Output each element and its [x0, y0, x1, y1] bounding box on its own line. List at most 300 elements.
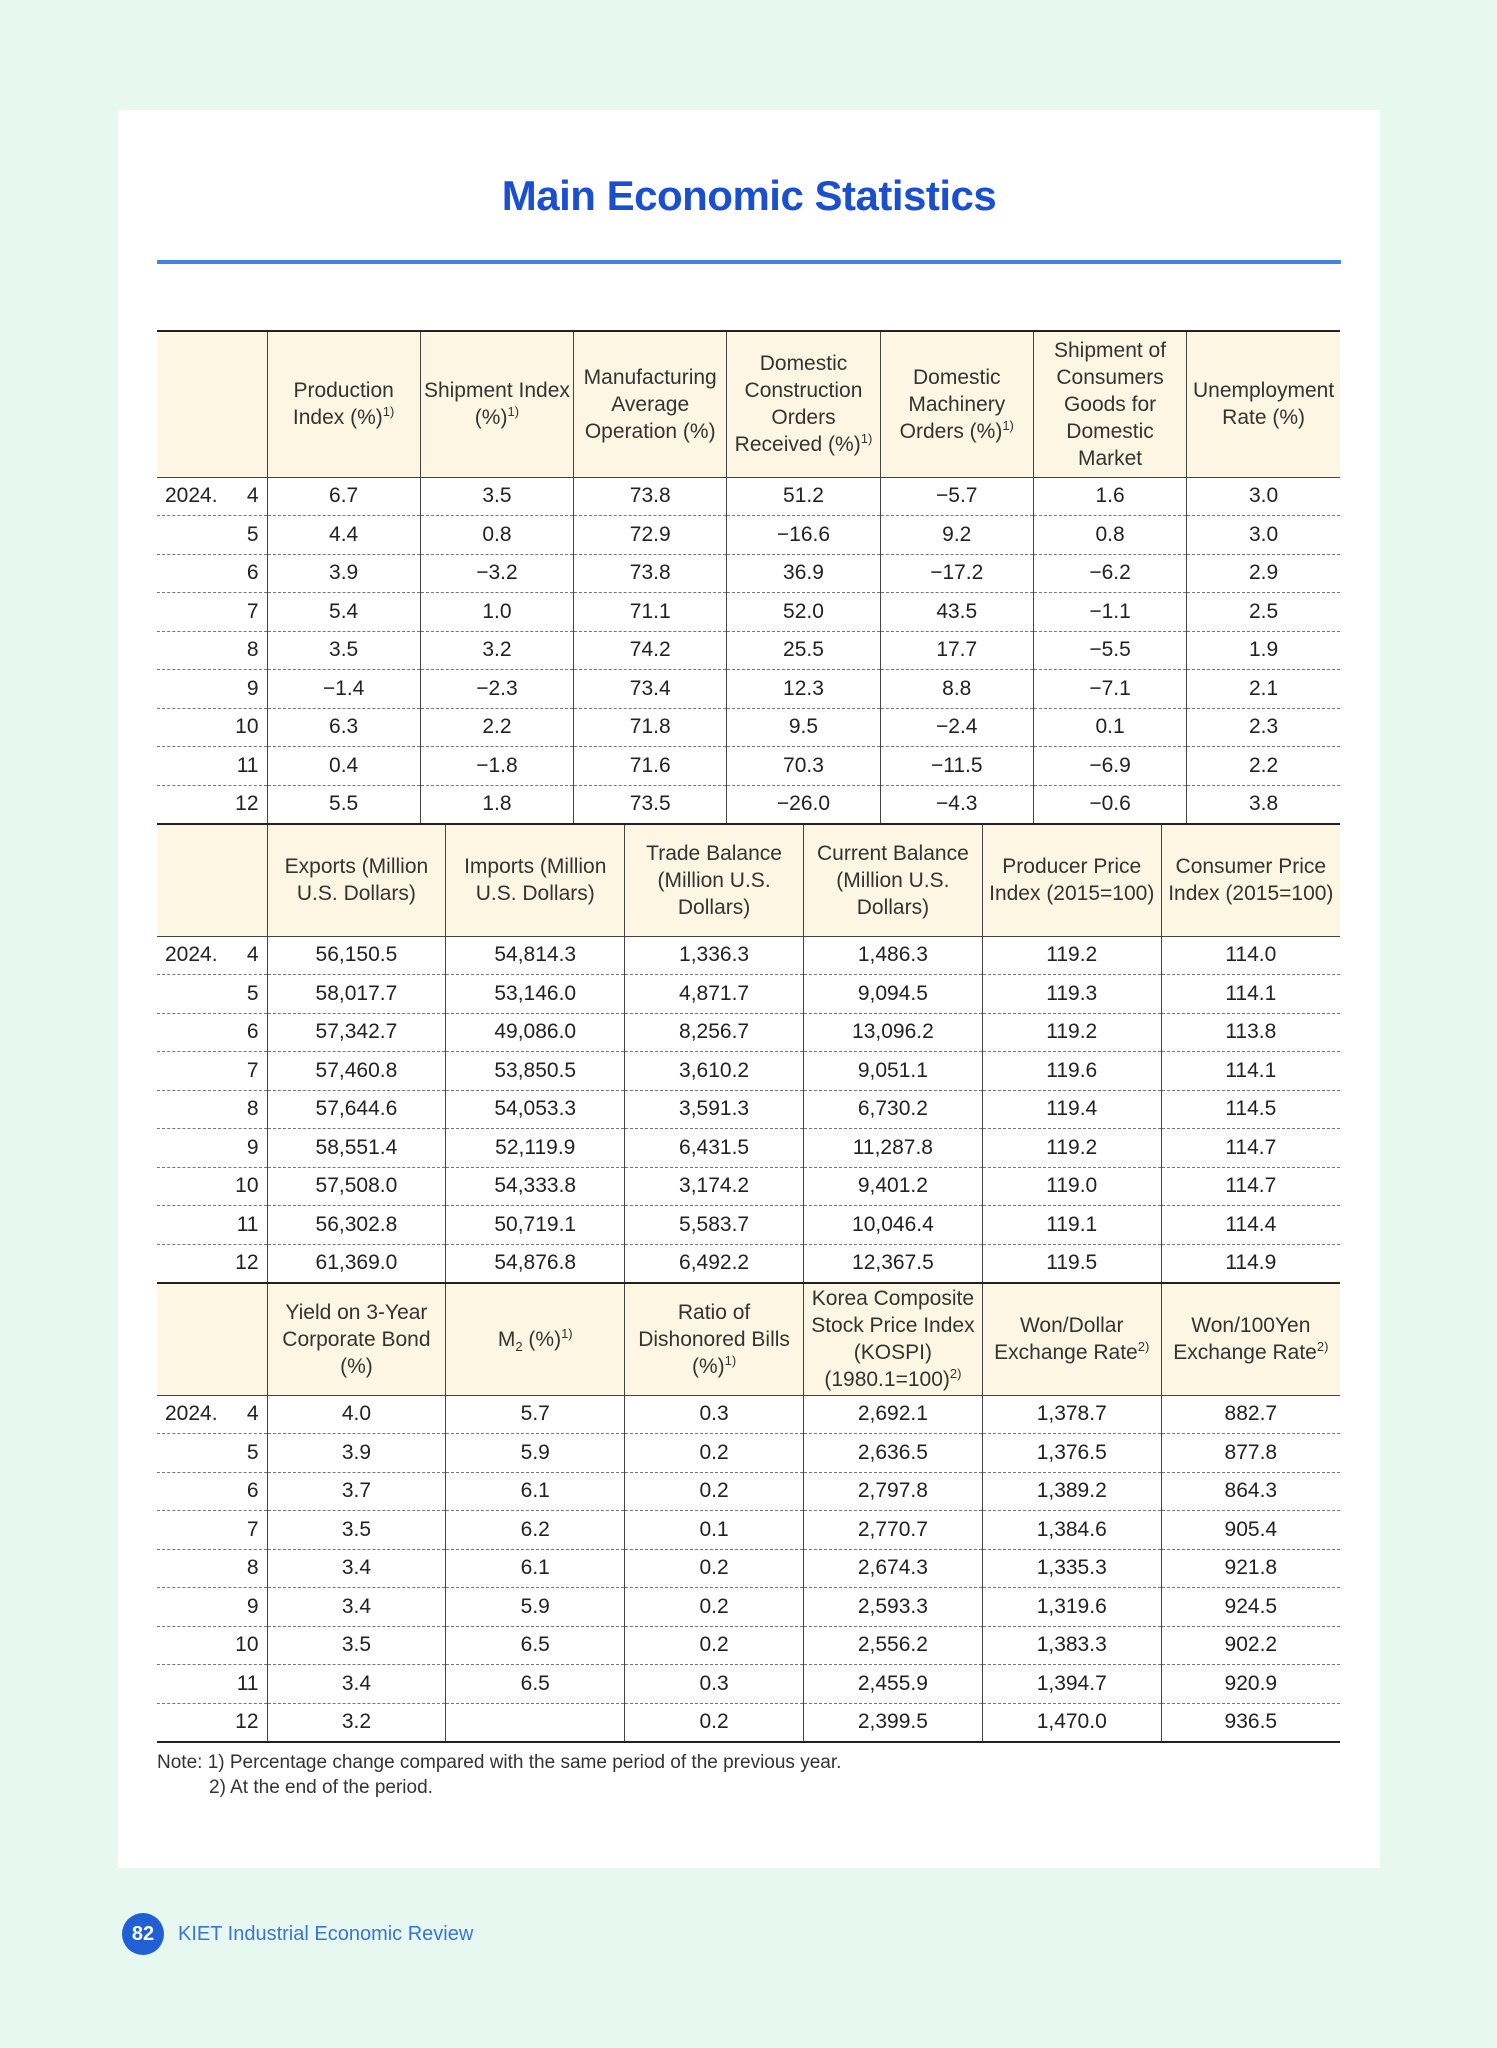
value-cell: 119.1 — [982, 1206, 1161, 1245]
period-cell — [157, 1244, 267, 1283]
table-financial — [157, 1284, 1340, 1743]
value-cell: 114.4 — [1161, 1206, 1340, 1245]
value-cell: −2.4 — [880, 708, 1033, 747]
value-cell: 54,333.8 — [446, 1167, 625, 1206]
period-month: 4 — [246, 1402, 259, 1426]
value-cell: 114.0 — [1161, 936, 1340, 975]
value-cell: 6.1 — [446, 1549, 625, 1588]
value-cell: 13,096.2 — [803, 1013, 982, 1052]
value-cell: 6.2 — [446, 1511, 625, 1550]
value-cell: 114.1 — [1161, 975, 1340, 1014]
value-cell: 1.8 — [420, 785, 573, 824]
period-cell — [157, 747, 267, 786]
column-header-label: Production Index (%) — [292, 379, 394, 430]
value-cell: −0.6 — [1033, 785, 1186, 824]
period-year: 2024. — [165, 1402, 218, 1426]
value-cell: −7.1 — [1033, 670, 1186, 709]
column-header — [1161, 825, 1340, 936]
value-cell: 921.8 — [1161, 1549, 1340, 1588]
value-cell: 71.6 — [574, 747, 727, 786]
value-cell: −6.2 — [1033, 554, 1186, 593]
value-cell: 8,256.7 — [625, 1013, 804, 1052]
value-cell: 3.8 — [1187, 785, 1340, 824]
column-header-label: Trade Balance (Million U.S. Dollars) — [646, 841, 782, 919]
period-cell — [157, 670, 267, 709]
table-row — [157, 1129, 1340, 1168]
value-cell: 49,086.0 — [446, 1013, 625, 1052]
value-cell: 12,367.5 — [803, 1244, 982, 1283]
value-cell: 5.9 — [446, 1588, 625, 1627]
value-cell: 3.2 — [267, 1703, 446, 1742]
value-cell: 0.3 — [625, 1665, 804, 1704]
value-cell: 3.5 — [267, 631, 420, 670]
column-header — [267, 825, 446, 936]
value-cell: 57,508.0 — [267, 1167, 446, 1206]
column-header — [625, 1284, 804, 1395]
page-title: Main Economic Statistics — [501, 172, 997, 219]
table-row — [157, 785, 1340, 824]
value-cell: 3.5 — [420, 477, 573, 516]
value-cell: 53,850.5 — [446, 1052, 625, 1091]
table-row — [157, 631, 1340, 670]
table-row — [157, 975, 1340, 1014]
value-cell: 113.8 — [1161, 1013, 1340, 1052]
value-cell: −2.3 — [420, 670, 573, 709]
column-header-footnote-mark: 1) — [382, 404, 395, 420]
value-cell — [446, 1703, 625, 1742]
value-cell: 73.8 — [574, 554, 727, 593]
column-header — [982, 825, 1161, 936]
period-month: 6 — [246, 561, 259, 585]
value-cell: 56,150.5 — [267, 936, 446, 975]
column-header-label: Manufacturing Average Operation (%) — [583, 365, 717, 443]
table-trade-prices — [157, 825, 1340, 1284]
column-header — [420, 331, 573, 477]
period-cell — [157, 1167, 267, 1206]
value-cell: 2,692.1 — [803, 1395, 982, 1434]
table-row — [157, 708, 1340, 747]
period-cell — [157, 1588, 267, 1627]
column-header-footnote-mark: 1) — [561, 1325, 573, 1341]
column-header-label: Domestic Construction Orders Received (%) — [734, 352, 863, 457]
period-month: 7 — [246, 1517, 259, 1541]
column-header-label: Imports (Million U.S. Dollars) — [464, 855, 607, 906]
value-cell: 52,119.9 — [446, 1129, 625, 1168]
value-cell: −5.5 — [1033, 631, 1186, 670]
column-header — [803, 1284, 982, 1395]
page-footer — [122, 1913, 473, 1955]
value-cell: 71.8 — [574, 708, 727, 747]
value-cell: 6.5 — [446, 1665, 625, 1704]
value-cell: 1.0 — [420, 593, 573, 632]
value-cell: 6.3 — [267, 708, 420, 747]
period-month: 11 — [236, 1212, 259, 1236]
publication-name: KIET Industrial Economic Review — [178, 1922, 474, 1945]
period-cell — [157, 1549, 267, 1588]
value-cell: 58,551.4 — [267, 1129, 446, 1168]
value-cell: 56,302.8 — [267, 1206, 446, 1245]
value-cell: 3,591.3 — [625, 1090, 804, 1129]
column-header-label: Won/100Yen Exchange Rate — [1173, 1314, 1317, 1365]
period-month: 12 — [235, 792, 259, 816]
period-cell — [157, 1129, 267, 1168]
value-cell: 1.6 — [1033, 477, 1186, 516]
value-cell: 0.2 — [625, 1626, 804, 1665]
value-cell: 4,871.7 — [625, 975, 804, 1014]
value-cell: 877.8 — [1161, 1434, 1340, 1473]
period-month: 11 — [236, 753, 259, 777]
period-cell — [157, 785, 267, 824]
value-cell: 3.0 — [1187, 516, 1340, 555]
period-header — [157, 1284, 267, 1395]
table-row — [157, 1244, 1340, 1283]
period-cell — [157, 1626, 267, 1665]
value-cell: −1.1 — [1033, 593, 1186, 632]
table-row — [157, 1549, 1340, 1588]
value-cell: 2,770.7 — [803, 1511, 982, 1550]
value-cell: 36.9 — [727, 554, 880, 593]
value-cell: 5.4 — [267, 593, 420, 632]
value-cell: 0.3 — [625, 1395, 804, 1434]
period-cell — [157, 1434, 267, 1473]
value-cell: 1,486.3 — [803, 936, 982, 975]
column-header — [982, 1284, 1161, 1395]
value-cell: 58,017.7 — [267, 975, 446, 1014]
value-cell: 119.3 — [982, 975, 1161, 1014]
table-row — [157, 1588, 1340, 1627]
value-cell: 1,383.3 — [982, 1626, 1161, 1665]
table-row — [157, 1665, 1340, 1704]
column-header-label: Shipment of Consumers Goods for Domestic Market — [1054, 338, 1167, 470]
value-cell: 73.4 — [574, 670, 727, 709]
value-cell: 1,376.5 — [982, 1434, 1161, 1473]
table-row — [157, 593, 1340, 632]
value-cell: −4.3 — [880, 785, 1033, 824]
value-cell: 2.2 — [1187, 747, 1340, 786]
period-cell — [157, 1472, 267, 1511]
table-row — [157, 1052, 1340, 1091]
value-cell: 6.1 — [446, 1472, 625, 1511]
value-cell: 1,378.7 — [982, 1395, 1161, 1434]
value-cell: 54,053.3 — [446, 1090, 625, 1129]
value-cell: 920.9 — [1161, 1665, 1340, 1704]
table-row — [157, 747, 1340, 786]
value-cell: 0.2 — [625, 1549, 804, 1588]
column-header-label: M — [497, 1327, 516, 1351]
value-cell: 3.2 — [420, 631, 573, 670]
period-cell — [157, 1395, 267, 1434]
value-cell: 902.2 — [1161, 1626, 1340, 1665]
period-month: 8 — [246, 638, 259, 662]
value-cell: 0.8 — [1033, 516, 1186, 555]
value-cell: 3.9 — [267, 1434, 446, 1473]
column-header-label: Producer Price Index (2015=100) — [989, 855, 1155, 906]
period-month: 10 — [235, 1174, 259, 1198]
period-month: 5 — [246, 1440, 259, 1464]
column-header-footnote-mark: 1) — [1002, 417, 1014, 433]
value-cell: 0.2 — [625, 1434, 804, 1473]
statistics-tables — [157, 330, 1340, 1743]
value-cell: 114.5 — [1161, 1090, 1340, 1129]
value-cell: 114.7 — [1161, 1167, 1340, 1206]
value-cell: 61,369.0 — [267, 1244, 446, 1283]
value-cell: 6,730.2 — [803, 1090, 982, 1129]
column-header-footnote-mark: 2) — [1316, 1339, 1329, 1355]
value-cell: 9.2 — [880, 516, 1033, 555]
value-cell: 17.7 — [880, 631, 1033, 670]
value-cell: 0.1 — [1033, 708, 1186, 747]
column-header-label: Ratio of Dishonored Bills (%) — [638, 1300, 790, 1378]
value-cell: 57,342.7 — [267, 1013, 446, 1052]
table-row — [157, 1434, 1340, 1473]
period-cell — [157, 708, 267, 747]
value-cell: 53,146.0 — [446, 975, 625, 1014]
value-cell: 2,556.2 — [803, 1626, 982, 1665]
value-cell: 114.1 — [1161, 1052, 1340, 1091]
column-header — [574, 331, 727, 477]
table-row — [157, 670, 1340, 709]
value-cell: 0.2 — [625, 1588, 804, 1627]
value-cell: 0.4 — [267, 747, 420, 786]
column-header — [1161, 1284, 1340, 1395]
value-cell: 9,401.2 — [803, 1167, 982, 1206]
value-cell: 119.2 — [982, 1013, 1161, 1052]
page-number-badge: 82 — [122, 1913, 164, 1955]
value-cell: 6.7 — [267, 477, 420, 516]
column-header-footnote-mark: 2) — [1137, 1339, 1150, 1355]
period-month: 6 — [246, 1479, 259, 1503]
period-month: 9 — [246, 676, 259, 700]
value-cell: 12.3 — [727, 670, 880, 709]
value-cell: 4.0 — [267, 1395, 446, 1434]
value-cell: 864.3 — [1161, 1472, 1340, 1511]
value-cell: 2.2 — [420, 708, 573, 747]
value-cell: 2,674.3 — [803, 1549, 982, 1588]
value-cell: 3.5 — [267, 1511, 446, 1550]
table-row — [157, 1206, 1340, 1245]
value-cell: 6,492.2 — [625, 1244, 804, 1283]
column-header — [267, 1284, 446, 1395]
column-header — [446, 825, 625, 936]
column-header-label: Unemployment Rate (%) — [1192, 379, 1335, 430]
period-cell — [157, 1052, 267, 1091]
column-header — [803, 825, 982, 936]
period-cell — [157, 477, 267, 516]
value-cell: 6.5 — [446, 1626, 625, 1665]
period-cell — [157, 1511, 267, 1550]
value-cell: −3.2 — [420, 554, 573, 593]
value-cell: 924.5 — [1161, 1588, 1340, 1627]
value-cell: 2,797.8 — [803, 1472, 982, 1511]
column-header — [625, 825, 804, 936]
value-cell: 2.9 — [1187, 554, 1340, 593]
column-header — [446, 1284, 625, 1395]
value-cell: −5.7 — [880, 477, 1033, 516]
table-row — [157, 936, 1340, 975]
value-cell: 1,389.2 — [982, 1472, 1161, 1511]
column-header-label: Korea Composite Stock Price Index (KOSPI) (1980.1=100) — [811, 1287, 975, 1392]
period-month: 7 — [246, 599, 259, 623]
value-cell: −1.8 — [420, 747, 573, 786]
column-header-subscript: 2 — [515, 1338, 523, 1354]
period-cell — [157, 593, 267, 632]
column-header-label: Won/Dollar Exchange Rate — [994, 1314, 1138, 1365]
page — [118, 110, 1380, 1868]
value-cell: 9.5 — [727, 708, 880, 747]
value-cell: 1,319.6 — [982, 1588, 1161, 1627]
value-cell: 1.9 — [1187, 631, 1340, 670]
value-cell: 2,593.3 — [803, 1588, 982, 1627]
value-cell: 905.4 — [1161, 1511, 1340, 1550]
table-row — [157, 1395, 1340, 1434]
value-cell: 0.1 — [625, 1511, 804, 1550]
value-cell: 5.5 — [267, 785, 420, 824]
column-header-footnote-mark: 2) — [949, 1366, 962, 1382]
title-divider — [157, 260, 1341, 264]
period-month: 12 — [235, 1251, 259, 1275]
column-header — [727, 331, 880, 477]
value-cell: 119.2 — [982, 936, 1161, 975]
period-month: 9 — [246, 1594, 259, 1618]
value-cell: 52.0 — [727, 593, 880, 632]
column-header — [1187, 331, 1340, 477]
value-cell: 73.8 — [574, 477, 727, 516]
value-cell: 119.2 — [982, 1129, 1161, 1168]
value-cell: 25.5 — [727, 631, 880, 670]
value-cell: 3,610.2 — [625, 1052, 804, 1091]
value-cell: 2,399.5 — [803, 1703, 982, 1742]
table-row — [157, 477, 1340, 516]
value-cell: −16.6 — [727, 516, 880, 555]
column-header-unit: (%) — [522, 1327, 562, 1351]
value-cell: 3.5 — [267, 1626, 446, 1665]
value-cell: 0.2 — [625, 1703, 804, 1742]
value-cell: 3.4 — [267, 1549, 446, 1588]
period-cell — [157, 631, 267, 670]
column-header-label: Current Balance (Million U.S. Dollars) — [817, 841, 969, 919]
table-row — [157, 1511, 1340, 1550]
table-row — [157, 1626, 1340, 1665]
column-header-footnote-mark: 1) — [507, 404, 520, 420]
column-header-label: Exports (Million U.S. Dollars) — [284, 855, 429, 906]
value-cell: 882.7 — [1161, 1395, 1340, 1434]
value-cell: 114.9 — [1161, 1244, 1340, 1283]
period-cell — [157, 554, 267, 593]
value-cell: 73.5 — [574, 785, 727, 824]
value-cell: 2.5 — [1187, 593, 1340, 632]
value-cell: 8.8 — [880, 670, 1033, 709]
value-cell: −6.9 — [1033, 747, 1186, 786]
period-cell — [157, 516, 267, 555]
period-month: 7 — [246, 1058, 259, 1082]
column-header-label: Consumer Price Index (2015=100) — [1168, 855, 1334, 906]
table-row — [157, 516, 1340, 555]
value-cell: 57,644.6 — [267, 1090, 446, 1129]
period-header — [157, 825, 267, 936]
value-cell: 119.6 — [982, 1052, 1161, 1091]
value-cell: 114.7 — [1161, 1129, 1340, 1168]
column-header-footnote-mark: 1) — [724, 1352, 737, 1368]
value-cell: 57,460.8 — [267, 1052, 446, 1091]
value-cell: −11.5 — [880, 747, 1033, 786]
value-cell: 119.5 — [982, 1244, 1161, 1283]
value-cell: 9,094.5 — [803, 975, 982, 1014]
period-month: 8 — [246, 1097, 259, 1121]
value-cell: 43.5 — [880, 593, 1033, 632]
period-cell — [157, 1090, 267, 1129]
period-month: 6 — [246, 1020, 259, 1044]
period-month: 10 — [235, 1633, 259, 1657]
value-cell: 70.3 — [727, 747, 880, 786]
period-month: 5 — [246, 981, 259, 1005]
period-cell — [157, 1665, 267, 1704]
period-month: 4 — [246, 943, 259, 967]
period-month: 4 — [246, 484, 259, 508]
value-cell: 3.9 — [267, 554, 420, 593]
value-cell: 2,455.9 — [803, 1665, 982, 1704]
value-cell: 5.9 — [446, 1434, 625, 1473]
period-header — [157, 331, 267, 477]
value-cell: 3,174.2 — [625, 1167, 804, 1206]
table-row — [157, 554, 1340, 593]
value-cell: 2.1 — [1187, 670, 1340, 709]
value-cell: 1,336.3 — [625, 936, 804, 975]
period-month: 11 — [236, 1671, 259, 1695]
value-cell: 0.2 — [625, 1472, 804, 1511]
value-cell: 74.2 — [574, 631, 727, 670]
table-row — [157, 1703, 1340, 1742]
value-cell: 1,470.0 — [982, 1703, 1161, 1742]
value-cell: 11,287.8 — [803, 1129, 982, 1168]
footnote-2: 2) At the end of the period. — [209, 1777, 433, 1798]
value-cell: 1,335.3 — [982, 1549, 1161, 1588]
value-cell: 1,384.6 — [982, 1511, 1161, 1550]
footnote-1: Note: 1) Percentage change compared with the same period of the previous year. — [157, 1752, 842, 1773]
column-header — [880, 331, 1033, 477]
column-header-footnote-mark: 1) — [860, 431, 873, 447]
value-cell: 5.7 — [446, 1395, 625, 1434]
column-header-label: Domestic Machinery Orders (%) — [899, 365, 1006, 443]
period-cell — [157, 936, 267, 975]
column-header — [267, 331, 420, 477]
value-cell: 54,876.8 — [446, 1244, 625, 1283]
column-header — [1033, 331, 1186, 477]
value-cell: 50,719.1 — [446, 1206, 625, 1245]
period-month: 9 — [246, 1135, 259, 1159]
period-cell — [157, 1013, 267, 1052]
footnotes — [157, 1750, 841, 1800]
value-cell: 51.2 — [727, 477, 880, 516]
value-cell: 71.1 — [574, 593, 727, 632]
value-cell: 119.0 — [982, 1167, 1161, 1206]
value-cell: 1,394.7 — [982, 1665, 1161, 1704]
period-year: 2024. — [165, 484, 218, 508]
period-month: 12 — [235, 1710, 259, 1734]
value-cell: −26.0 — [727, 785, 880, 824]
value-cell: 3.4 — [267, 1588, 446, 1627]
value-cell: 6,431.5 — [625, 1129, 804, 1168]
value-cell: 0.8 — [420, 516, 573, 555]
table-row — [157, 1013, 1340, 1052]
value-cell: 119.4 — [982, 1090, 1161, 1129]
period-cell — [157, 1703, 267, 1742]
table-row — [157, 1472, 1340, 1511]
period-year: 2024. — [165, 943, 218, 967]
value-cell: 936.5 — [1161, 1703, 1340, 1742]
period-cell — [157, 975, 267, 1014]
table-row — [157, 1090, 1340, 1129]
value-cell: −1.4 — [267, 670, 420, 709]
